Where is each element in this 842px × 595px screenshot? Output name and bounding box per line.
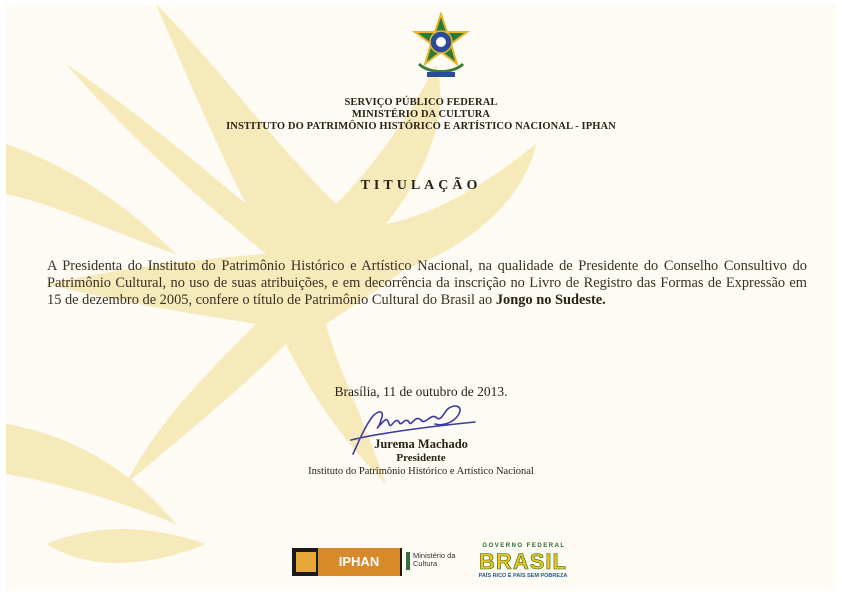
header-line-1: SERVIÇO PÚBLICO FEDERAL <box>344 97 498 108</box>
body-text: A Presidenta do Instituto do Patrimônio Histórico e Artístico Nacional, na qualidade de Presidente do Conselho Consultivo do Patrimônio Cultural, no uso de suas atribuições, e em decorrência da inscrição no Livro de Registro das Formas de Expressão em 15 de dezembro de 2005, confere o título de Patrimônio Cultural do Brasil ao <box>47 258 807 308</box>
brasil-slogan: PAÍS RICO É PAÍS SEM POBREZA <box>478 573 568 579</box>
date-line: Brasília, 11 de outubro de 2013. <box>334 384 508 399</box>
coat-of-arms-icon <box>411 12 471 82</box>
body-emphasis: Jongo no Sudeste. <box>495 292 606 308</box>
signer-name: Jurema Machado <box>374 437 468 451</box>
iphan-logo-text: IPHAN <box>318 548 400 576</box>
iphan-mark-icon <box>296 552 316 572</box>
header-line-2: MINISTÉRIO DA CULTURA <box>351 109 491 120</box>
ministerio-cultura-logo <box>406 550 458 572</box>
signer-role: Presidente <box>396 452 446 464</box>
brasil-wordmark: BRASIL <box>479 549 567 574</box>
signer-institution: Instituto do Patrimônio Histórico e Artístico Nacional <box>308 466 534 477</box>
certificate-title: TITULAÇÃO <box>360 178 482 193</box>
body-paragraph <box>47 258 807 309</box>
ministerio-bar-icon <box>406 552 410 570</box>
iphan-logo <box>292 548 402 576</box>
ministerio-line-1: Ministério da <box>413 551 456 560</box>
governo-federal-text: GOVERNO FEDERAL <box>482 543 566 549</box>
governo-federal-logo <box>470 543 576 581</box>
ministerio-line-2: Cultura <box>413 559 438 568</box>
header-line-3: INSTITUTO DO PATRIMÔNIO HISTÓRICO E ARTÍSTICO NACIONAL - IPHAN <box>226 121 616 132</box>
